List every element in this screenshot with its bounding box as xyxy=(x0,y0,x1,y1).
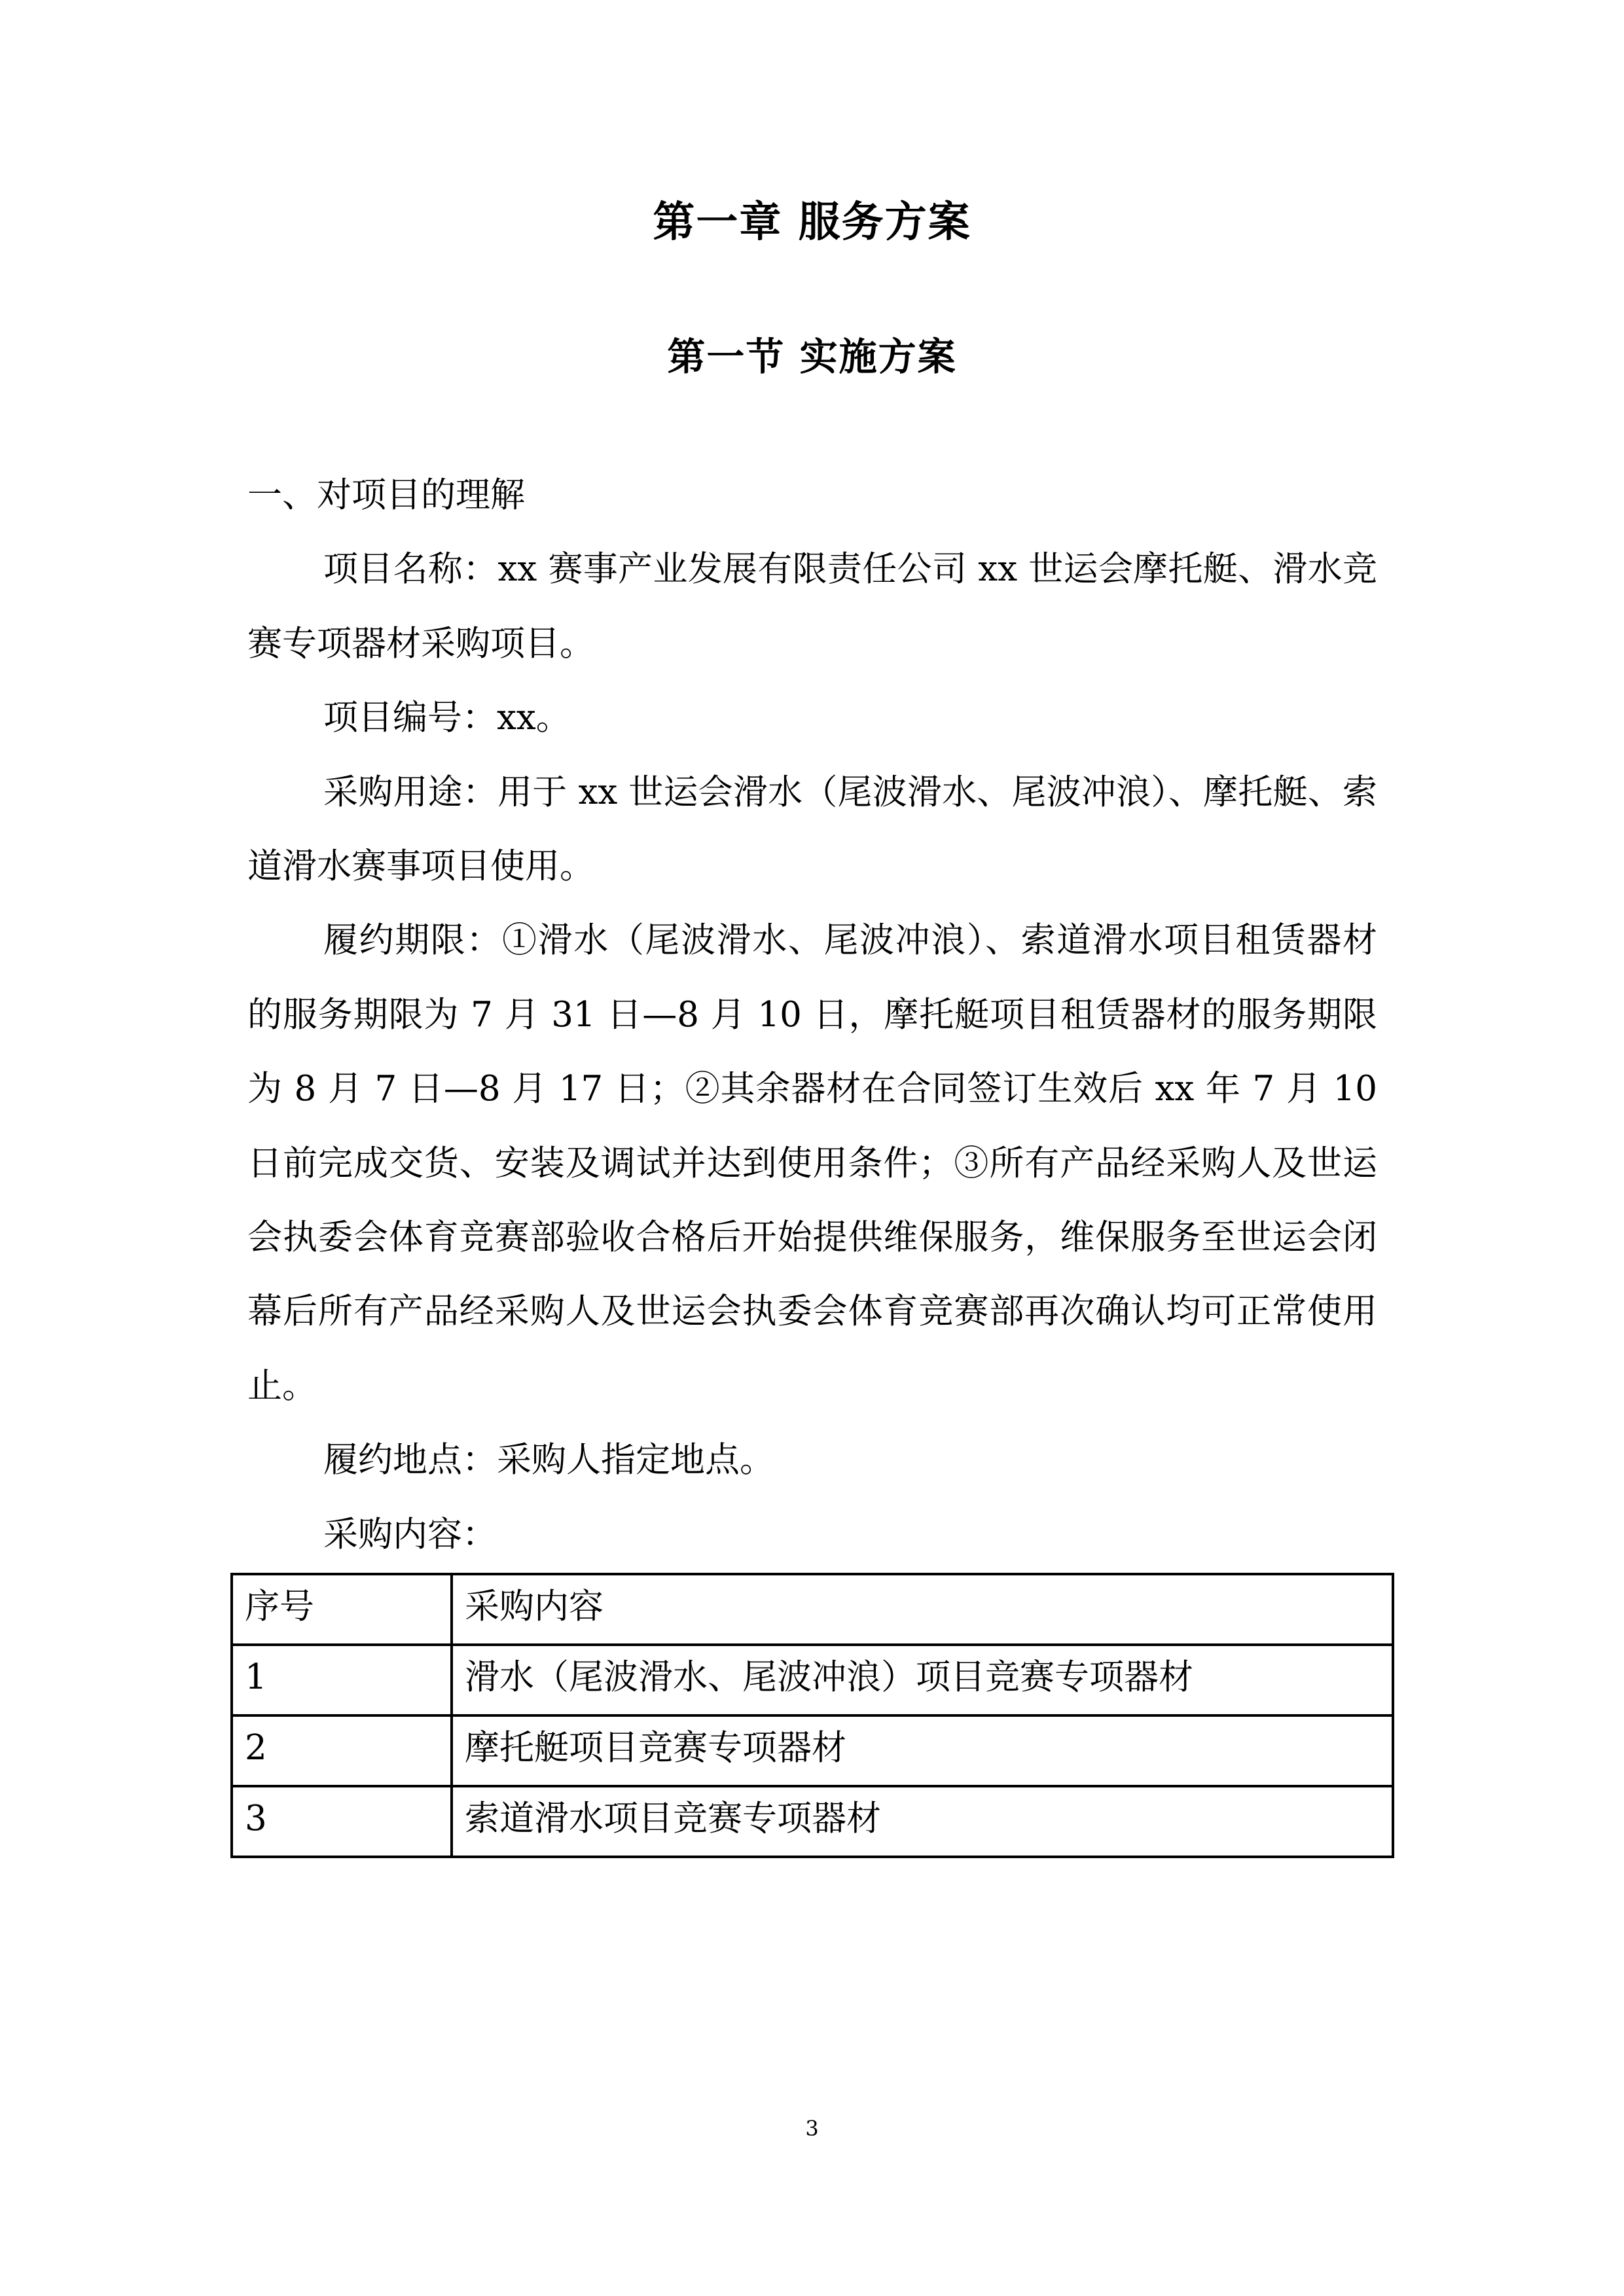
table-header-row xyxy=(232,1574,1393,1645)
table-row xyxy=(232,1715,1393,1786)
table-row xyxy=(232,1645,1393,1715)
paragraph-procurement-purpose: 采购用途：用于 xx 世运会滑水（尾波滑水、尾波冲浪）、摩托艇、索道滑水赛事项目使用。 xyxy=(247,772,1377,887)
paragraph-project-number: 项目编号：xx。 xyxy=(323,698,571,738)
table-cell-content: 摩托艇项目竞赛专项器材 xyxy=(452,1715,1393,1786)
table-cell-number: 3 xyxy=(232,1786,452,1857)
table-cell-number: 1 xyxy=(232,1645,452,1715)
paragraph-performance-location: 履约地点：采购人指定地点。 xyxy=(323,1440,774,1480)
chapter-title: 第一章 服务方案 xyxy=(653,198,971,247)
section-title: 第一节 实施方案 xyxy=(667,334,957,379)
heading-project-understanding: 一、对项目的理解 xyxy=(247,475,525,515)
table-header-cell: 采购内容 xyxy=(452,1574,1393,1645)
procurement-content-table xyxy=(230,1573,1394,1858)
table-cell-number: 2 xyxy=(232,1715,452,1786)
paragraph-procurement-content-label: 采购内容： xyxy=(323,1514,497,1554)
paragraph-performance-period: 履约期限：①滑水（尾波滑水、尾波冲浪）、索道滑水项目租赁器材的服务期限为 7 月 31 日—8 月 10 日，摩托艇项目租赁器材的服务期限为 8 月 7 日—8 月 17 日；②其余器材在合同签订生效后 xx 年 7 月 10 日前完成交货、安装及调试并达到使用条件；③所有产品经采购人及世运会执委会体育竞赛部验收合格后开始提供维保服务，维保服务至世运会闭幕后所有产品经采购人及世运会执委会体育竞赛部再次确认均可正常使用止。 xyxy=(247,920,1377,1406)
paragraph-project-name: 项目名称：xx 赛事产业发展有限责任公司 xx 世运会摩托艇、滑水竞赛专项器材采购项目。 xyxy=(247,549,1377,664)
table-header-cell: 序号 xyxy=(232,1574,452,1645)
table-cell-content: 滑水（尾波滑水、尾波冲浪）项目竞赛专项器材 xyxy=(452,1645,1393,1715)
table-cell-content: 索道滑水项目竞赛专项器材 xyxy=(452,1786,1393,1857)
body-text xyxy=(247,458,1377,1571)
page-number: 3 xyxy=(805,2116,819,2141)
table-row xyxy=(232,1786,1393,1857)
